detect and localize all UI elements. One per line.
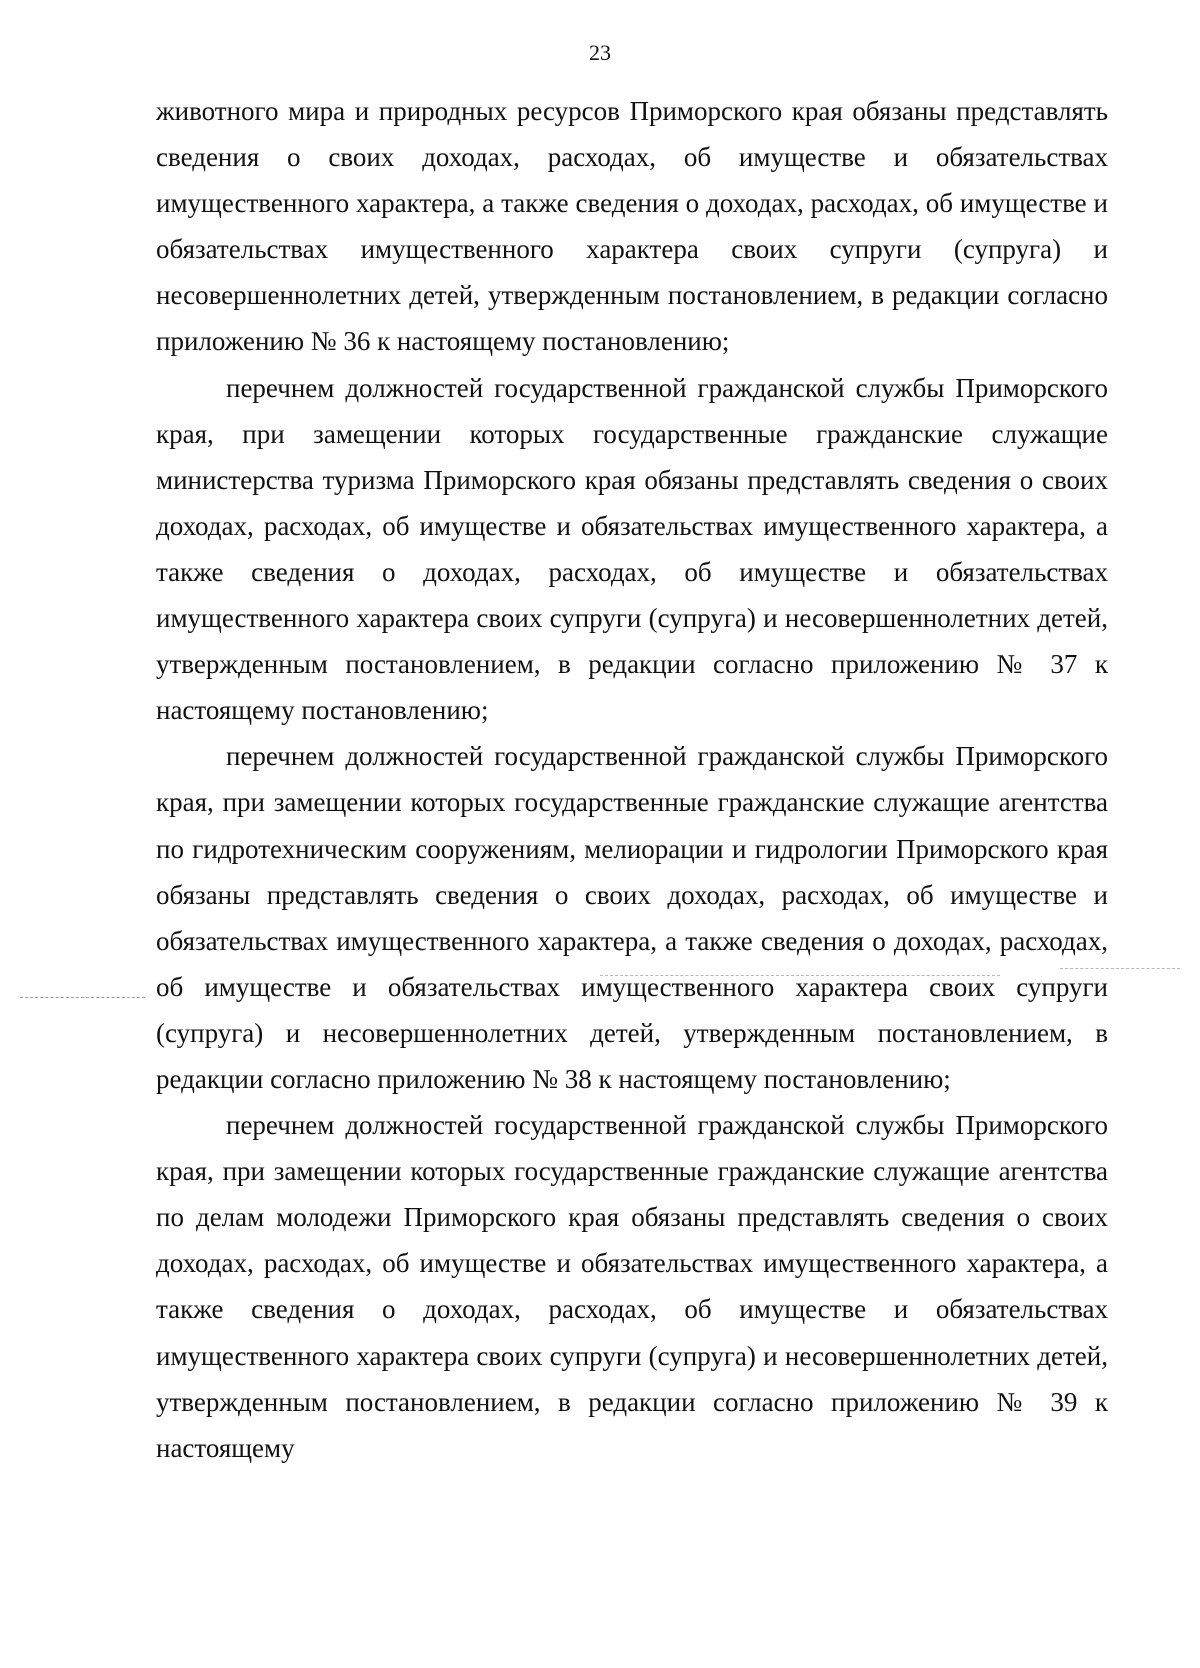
paragraph-youth-agency: перечнем должностей государственной гражданской службы Приморского края, при замещении которых государственные гражданские служащие агентства по делам молодежи Приморского края обязаны представлять сведения о своих доходах, расходах, об имуществе и обязательствах имущественного характера, а также сведения о доходах, расходах, об имуществе и обязательствах имущественного характера своих супруги (супруга) и несовершеннолетних детей, утвержденным постановлением, в редакции согласно приложению № 39 к настоящему (156, 1110, 1108, 1463)
paragraph-hydrotechnical-agency: перечнем должностей государственной гражданской службы Приморского края, при замещении которых государственные гражданские служащие агентства по гидротехническим сооружениям, мелиорации и гидрологии Приморского края обязаны представлять сведения о своих доходах, расходах, об имуществе и обязательствах имущественного характера, а также сведения о доходах, расходах, об имуществе и обязательствах имущественного характера своих супруги (супруга) и несовершеннолетних детей, утвержденным постановлением, в редакции согласно приложению № 38 к настоящему постановлению; (156, 741, 1108, 1094)
scan-artifact-line-middle (600, 975, 1000, 976)
document-body (156, 88, 1108, 1471)
paragraph-tourism-ministry: перечнем должностей государственной гражданской службы Приморского края, при замещении которых государственные гражданские служащие министерства туризма Приморского края обязаны представлять сведения о своих доходах, расходах, об имуществе и обязательствах имущественного характера, а также сведения о доходах, расходах, об имуществе и обязательствах имущественного характера своих супруги (супруга) и несовершеннолетних детей, утвержденным постановлением, в редакции согласно приложению № 37 к настоящему постановлению; (156, 372, 1108, 726)
page-number: 23 (589, 40, 611, 65)
scan-artifact-line-right (1060, 968, 1180, 969)
paragraph-continuation: животного мира и природных ресурсов Приморского края обязаны представлять сведения о своих доходах, расходах, об имуществе и обязательствах имущественного характера, а также сведения о доходах, расходах, об имуществе и обязательствах имущественного характера своих супруги (супруга) и несовершеннолетних детей, утвержденным постановлением, в редакции согласно приложению № 36 к настоящему постановлению; (156, 96, 1108, 357)
scan-artifact-line-left (20, 997, 145, 998)
